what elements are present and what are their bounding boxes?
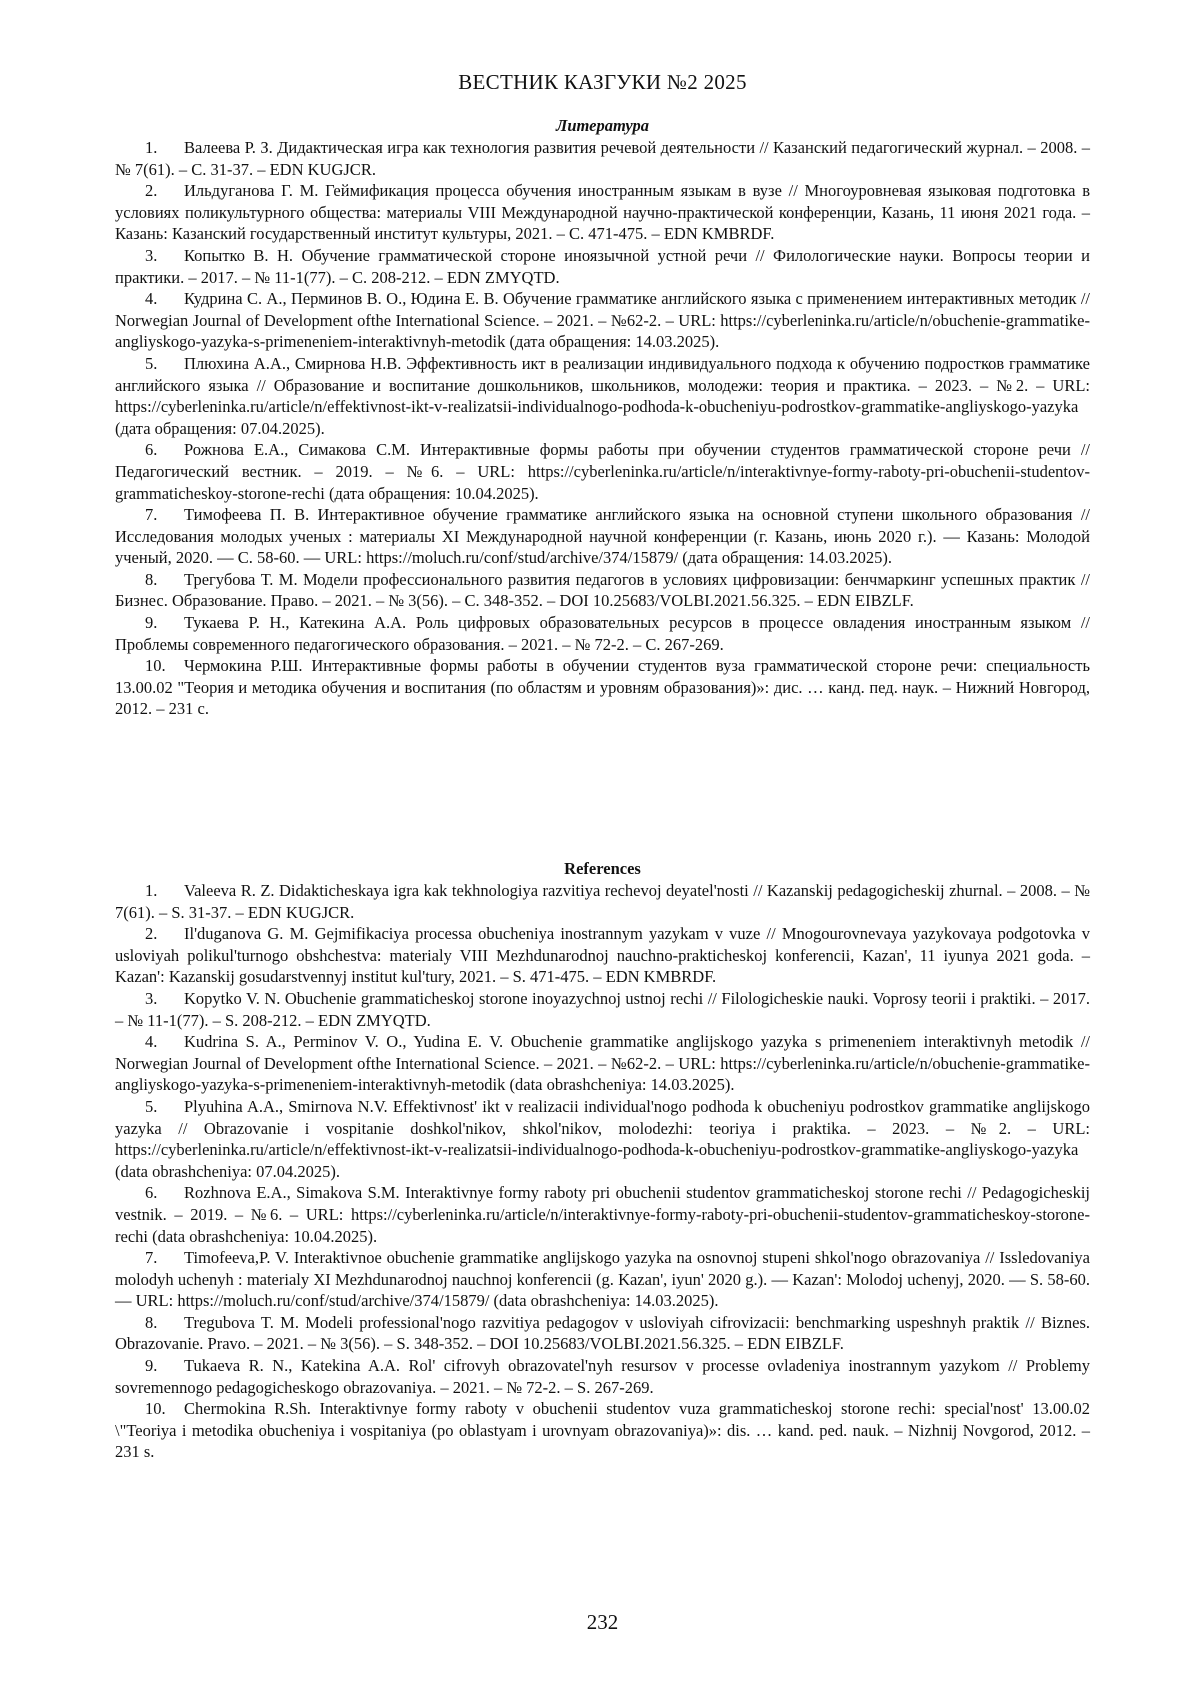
reference-item xyxy=(115,1355,1090,1398)
item-text: Timofeeva,P. V. Interaktivnoe obuchenie grammatike anglijskogo yazyka na osnovnoj stupeni shkol'nogo obrazovaniya // Issledovaniya molodyh uchenyh : materialy XI Mezhdunarodnoj nauchnoj konferencii (g. Kazan', iyun' 2020 g.). — Kazan': Molodoj uchenyj, 2020. — S. 58-60. — URL: https://moluch.ru/conf/stud/archive/374/15879/ (data obrashcheniya: 14.03.2025). xyxy=(115,1248,1090,1311)
reference-item xyxy=(115,1031,1090,1096)
item-number: 5. xyxy=(145,353,158,373)
literature-item xyxy=(115,569,1090,612)
reference-item xyxy=(115,923,1090,988)
item-text: Tregubova T. M. Modeli professional'nogo razvitiya pedagogov v usloviyah cifrovizacii: benchmarking uspeshnyh praktik // Biznes. Obrazovanie. Pravo. – 2021. – № 3(56). – S. 348-352. – DOI 10.25683/VOLBI.2021.56.325. – EDN EIBZLF. xyxy=(115,1312,1090,1354)
item-text: Кудрина С. А., Перминов В. О., Юдина Е. В. Обучение грамматике английского языка с применением интерактивных методик // Norwegian Journal of Development ofthe International Science. – 2021. – №62-2. – URL: https://cyberleninka.ru/article/n/obuchenie-grammatike-angliyskogo-yazyka-s-primeneniem-interaktivnyh-metodik (дата обращения: 14.03.2025). xyxy=(115,289,1090,352)
item-number: 2. xyxy=(145,181,158,201)
literature-item xyxy=(115,353,1090,439)
literature-item xyxy=(115,245,1090,288)
page-number: 232 xyxy=(586,1610,619,1634)
literature-item xyxy=(115,612,1090,655)
item-number: 6. xyxy=(145,440,158,460)
item-number: 8. xyxy=(145,569,158,589)
item-text: Рожнова Е.А., Симакова С.М. Интерактивные формы работы при обучении студентов грамматической стороне речи // Педагогический вестник. – 2019. – №6. – URL: https://cyberleninka.ru/article/n/interaktivnye-formy-raboty-pri-obuchenii-studentov-grammaticheskoy-storone-rechi (дата обращения: 10.04.2025). xyxy=(115,440,1090,503)
references-section xyxy=(115,858,1090,1463)
literature-item xyxy=(115,288,1090,353)
literature-item xyxy=(115,137,1090,180)
item-number: 10. xyxy=(145,656,166,676)
reference-item xyxy=(115,988,1090,1031)
item-number: 7. xyxy=(145,1248,158,1268)
item-number: 2. xyxy=(145,924,158,944)
item-text: Тимофеева П. В. Интерактивное обучение грамматике английского языка на основной ступени школьного образования // Исследования молодых ученых : материалы XI Международной научной конференции (г. Казань, июнь 2020 г.). — Казань: Молодой ученый, 2020. — С. 58-60. — URL: https://moluch.ru/conf/stud/archive/374/15879/ (дата обращения: 14.03.2025). xyxy=(115,505,1090,568)
item-text: Валеева Р. З. Дидактическая игра как технология развития речевой деятельности // Казанский педагогический журнал. – 2008. – № 7(61). – С. 31-37. – EDN KUGJCR. xyxy=(115,138,1090,179)
references-heading: References xyxy=(564,859,641,878)
journal-header: ВЕСТНИК КАЗГУКИ №2 2025 xyxy=(458,70,747,94)
reference-item xyxy=(115,1312,1090,1355)
item-text: Valeeva R. Z. Didakticheskaya igra kak tekhnologiya razvitiya rechevoj deyatel'nosti // Kazanskij pedagogicheskij zhurnal. – 2008. – № 7(61). – S. 31-37. – EDN KUGJCR. xyxy=(115,881,1090,922)
document-page xyxy=(115,0,1090,1697)
item-number: 7. xyxy=(145,505,158,525)
item-number: 3. xyxy=(145,988,158,1008)
item-text: Tukaeva R. N., Katekina A.A. Rol' cifrovyh obrazovatel'nyh resursov v processe ovladeniya inostrannym yazykom // Problemy sovremennogo pedagogicheskogo obrazovaniya. – 2021. – № 72-2. – S. 267-269. xyxy=(115,1356,1090,1397)
item-text: Kudrina S. A., Perminov V. O., Yudina E. V. Obuchenie grammatike anglijskogo yazyka s primeneniem interaktivnyh metodik // Norwegian Journal of Development ofthe International Science. – 2021. – №62-2. – URL: https://cyberleninka.ru/article/n/obuchenie-grammatike-angliyskogo-yazyka-s-primeneniem-interaktivnyh-metodik (data obrashcheniya: 14.03.2025). xyxy=(115,1032,1090,1095)
literature-item xyxy=(115,180,1090,245)
literature-heading: Литература xyxy=(556,116,649,135)
item-text: Il'duganova G. M. Gejmifikaciya processa obucheniya inostrannym yazykam v vuze // Mnogourovnevaya yazykovaya podgotovka v usloviyah polikul'turnogo obshchestva: materialy VIII Mezhdunarodnoj nauchno-prakticheskoj konferencii, Kazan', 11 iyunya 2021 goda. – Kazan': Kazanskij gosudarstvennyj institut kul'tury, 2021. – S. 471-475. – EDN KMBRDF. xyxy=(115,924,1090,987)
item-number: 1. xyxy=(145,881,158,900)
literature-item xyxy=(115,439,1090,504)
reference-item xyxy=(115,1247,1090,1312)
item-number: 4. xyxy=(145,289,158,309)
item-number: 4. xyxy=(145,1032,158,1052)
item-number: 1. xyxy=(145,138,158,157)
item-text: Чермокина Р.Ш. Интерактивные формы работы в обучении студентов вуза грамматической стороне речи: специальность 13.00.02 "Теория и методика обучения и воспитания (по областям и уровням образования)»: дис. … канд. пед. наук. – Нижний Новгород, 2012. – 231 с. xyxy=(115,656,1090,719)
item-number: 9. xyxy=(145,1356,158,1376)
item-text: Копытко В. Н. Обучение грамматической стороне иноязычной устной речи // Филологические науки. Вопросы теории и практики. – 2017. – № 11-1(77). – С. 208-212. – EDN ZMYQTD. xyxy=(115,245,1090,287)
item-text: Тукаева Р. Н., Катекина А.А. Роль цифровых образовательных ресурсов в процессе овладения иностранным языком // Проблемы современного педагогического образования. – 2021. – № 72-2. – С. 267-269. xyxy=(115,613,1090,654)
literature-item xyxy=(115,655,1090,720)
item-number: 6. xyxy=(145,1183,158,1203)
item-number: 8. xyxy=(145,1312,158,1332)
literature-section xyxy=(115,115,1090,720)
item-number: 5. xyxy=(145,1096,158,1116)
reference-item xyxy=(115,1398,1090,1463)
reference-item xyxy=(115,1096,1090,1182)
item-text: Chermokina R.Sh. Interaktivnye formy raboty v obuchenii studentov vuza grammaticheskoj storone rechi: special'nost' 13.00.02 \"Teoriya i metodika obucheniya i vospitaniya (po oblastyam i urovnyam obrazovaniya)»: dis. … kand. ped. nauk. – Nizhnij Novgorod, 2012. – 231 s. xyxy=(115,1399,1090,1462)
reference-item xyxy=(115,1182,1090,1247)
item-text: Плюхина А.А., Смирнова Н.В. Эффективность икт в реализации индивидуального подхода к обучению подростков грамматике английского языка // Образование и воспитание дошкольников, школьников, молодежи: теория и практика. – 2023. – №2. – URL: https://cyberleninka.ru/article/n/effektivnost-ikt-v-realizatsii-individualnogo-podhoda-k-obucheniyu-podrostkov-grammatike-angliyskogo-yazyka (дата обращения: 07.04.2025). xyxy=(115,353,1090,438)
item-number: 9. xyxy=(145,613,158,633)
item-text: Трегубова Т. М. Модели профессионального развития педагогов в условиях цифровизации: бенчмаркинг успешных практик // Бизнес. Образование. Право. – 2021. – № 3(56). – С. 348-352. – DOI 10.25683/VOLBI.2021.56.325. – EDN EIBZLF. xyxy=(115,569,1090,611)
item-number: 3. xyxy=(145,245,158,265)
reference-item xyxy=(115,880,1090,923)
item-number: 10. xyxy=(145,1399,166,1419)
item-text: Ильдуганова Г. М. Геймификация процесса обучения иностранным языкам в вузе // Многоуровневая языковая подготовка в условиях поликультурного общества: материалы VIII Международной научно-практической конференции, Казань, 11 июня 2021 года. – Казань: Казанский государственный институт культуры, 2021. – С. 471-475. – EDN KMBRDF. xyxy=(115,181,1090,244)
item-text: Kopytko V. N. Obuchenie grammaticheskoj storone inoyazychnoj ustnoj rechi // Filologicheskie nauki. Voprosy teorii i praktiki. – 2017. – № 11-1(77). – S. 208-212. – EDN ZMYQTD. xyxy=(115,988,1090,1030)
literature-item xyxy=(115,504,1090,569)
item-text: Rozhnova E.A., Simakova S.M. Interaktivnye formy raboty pri obuchenii studentov grammaticheskoj storone rechi // Pedagogicheskij vestnik. – 2019. – №6. – URL: https://cyberleninka.ru/article/n/interaktivnye-formy-raboty-pri-obuchenii-studentov-grammaticheskoy-storone-rechi (data obrashcheniya: 10.04.2025). xyxy=(115,1183,1090,1246)
item-text: Plyuhina A.A., Smirnova N.V. Effektivnost' ikt v realizacii individual'nogo podhoda k obucheniyu podrostkov grammatike anglijskogo yazyka // Obrazovanie i vospitanie doshkol'nikov, shkol'nikov, molodezhi: teoriya i praktika. – 2023. – №2. – URL: https://cyberleninka.ru/article/n/effektivnost-ikt-v-realizatsii-individualnogo-podhoda-k-obucheniyu-podrostkov-grammatike-angliyskogo-yazyka (data obrashcheniya: 07.04.2025). xyxy=(115,1096,1090,1181)
